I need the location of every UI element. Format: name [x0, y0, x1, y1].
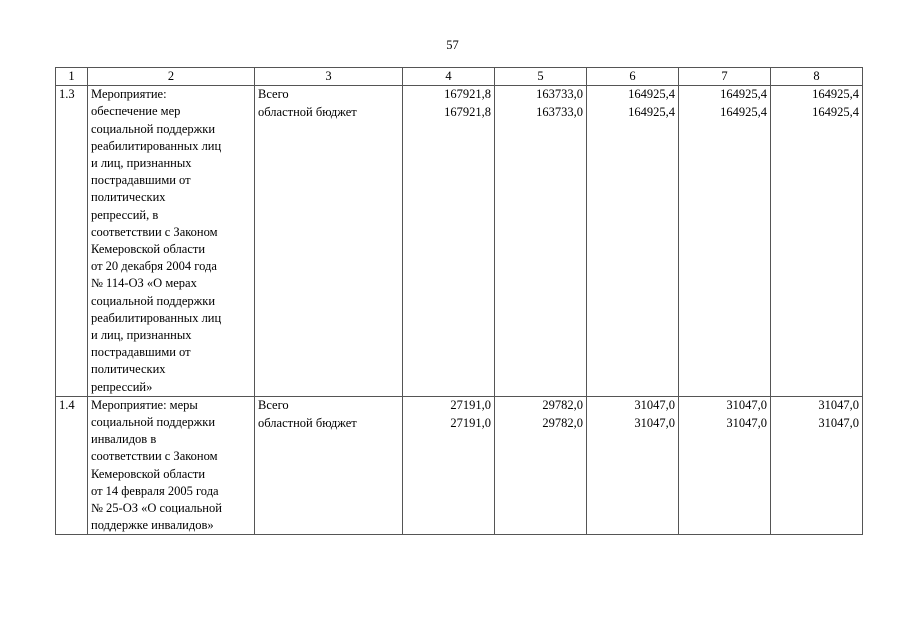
column-header: 4: [403, 68, 495, 86]
value-cell: 27191,0: [403, 396, 495, 415]
value-cell: 164925,4: [587, 104, 679, 396]
value-cell: 163733,0: [495, 104, 587, 396]
row-index: 1.3: [56, 86, 88, 397]
value-cell: 31047,0: [679, 396, 771, 415]
funding-source: областной бюджет: [255, 104, 403, 396]
value-cell: 31047,0: [771, 415, 863, 535]
funding-source: областной бюджет: [255, 415, 403, 535]
value-cell: 164925,4: [679, 104, 771, 396]
column-header: 1: [56, 68, 88, 86]
budget-table: [55, 67, 863, 535]
value-cell: 167921,8: [403, 104, 495, 396]
column-header: 3: [255, 68, 403, 86]
funding-source: Всего: [255, 396, 403, 415]
value-cell: 27191,0: [403, 415, 495, 535]
value-cell: 164925,4: [587, 86, 679, 105]
value-cell: 164925,4: [771, 104, 863, 396]
value-cell: 163733,0: [495, 86, 587, 105]
column-header: 6: [587, 68, 679, 86]
table-row: [56, 86, 863, 105]
row-index: 1.4: [56, 396, 88, 535]
column-header: 5: [495, 68, 587, 86]
value-cell: 31047,0: [587, 396, 679, 415]
value-cell: 29782,0: [495, 415, 587, 535]
value-cell: 164925,4: [679, 86, 771, 105]
value-cell: 164925,4: [771, 86, 863, 105]
row-description: Мероприятие: обеспечение мер социальной поддержки реабилитированных лиц и лиц, признанных пострадавшими от политических репрессий, в соответствии с Законом Кемеровской области от 20 декабря 2004 года № 114-ОЗ «О мерах социальной поддержки реабилитированных лиц и лиц, признанных пострадавшими от политических репрессий»: [88, 86, 255, 397]
value-cell: 31047,0: [771, 396, 863, 415]
value-cell: 29782,0: [495, 396, 587, 415]
column-header: 2: [88, 68, 255, 86]
header-row: [56, 68, 863, 86]
column-header: 7: [679, 68, 771, 86]
column-header: 8: [771, 68, 863, 86]
value-cell: 31047,0: [587, 415, 679, 535]
table-row: [56, 396, 863, 415]
row-description: Мероприятие: меры социальной поддержки инвалидов в соответствии с Законом Кемеровской области от 14 февраля 2005 года № 25-ОЗ «О социальной поддержке инвалидов»: [88, 396, 255, 535]
funding-source: Всего: [255, 86, 403, 105]
page-number: 57: [446, 38, 459, 52]
value-cell: 167921,8: [403, 86, 495, 105]
value-cell: 31047,0: [679, 415, 771, 535]
